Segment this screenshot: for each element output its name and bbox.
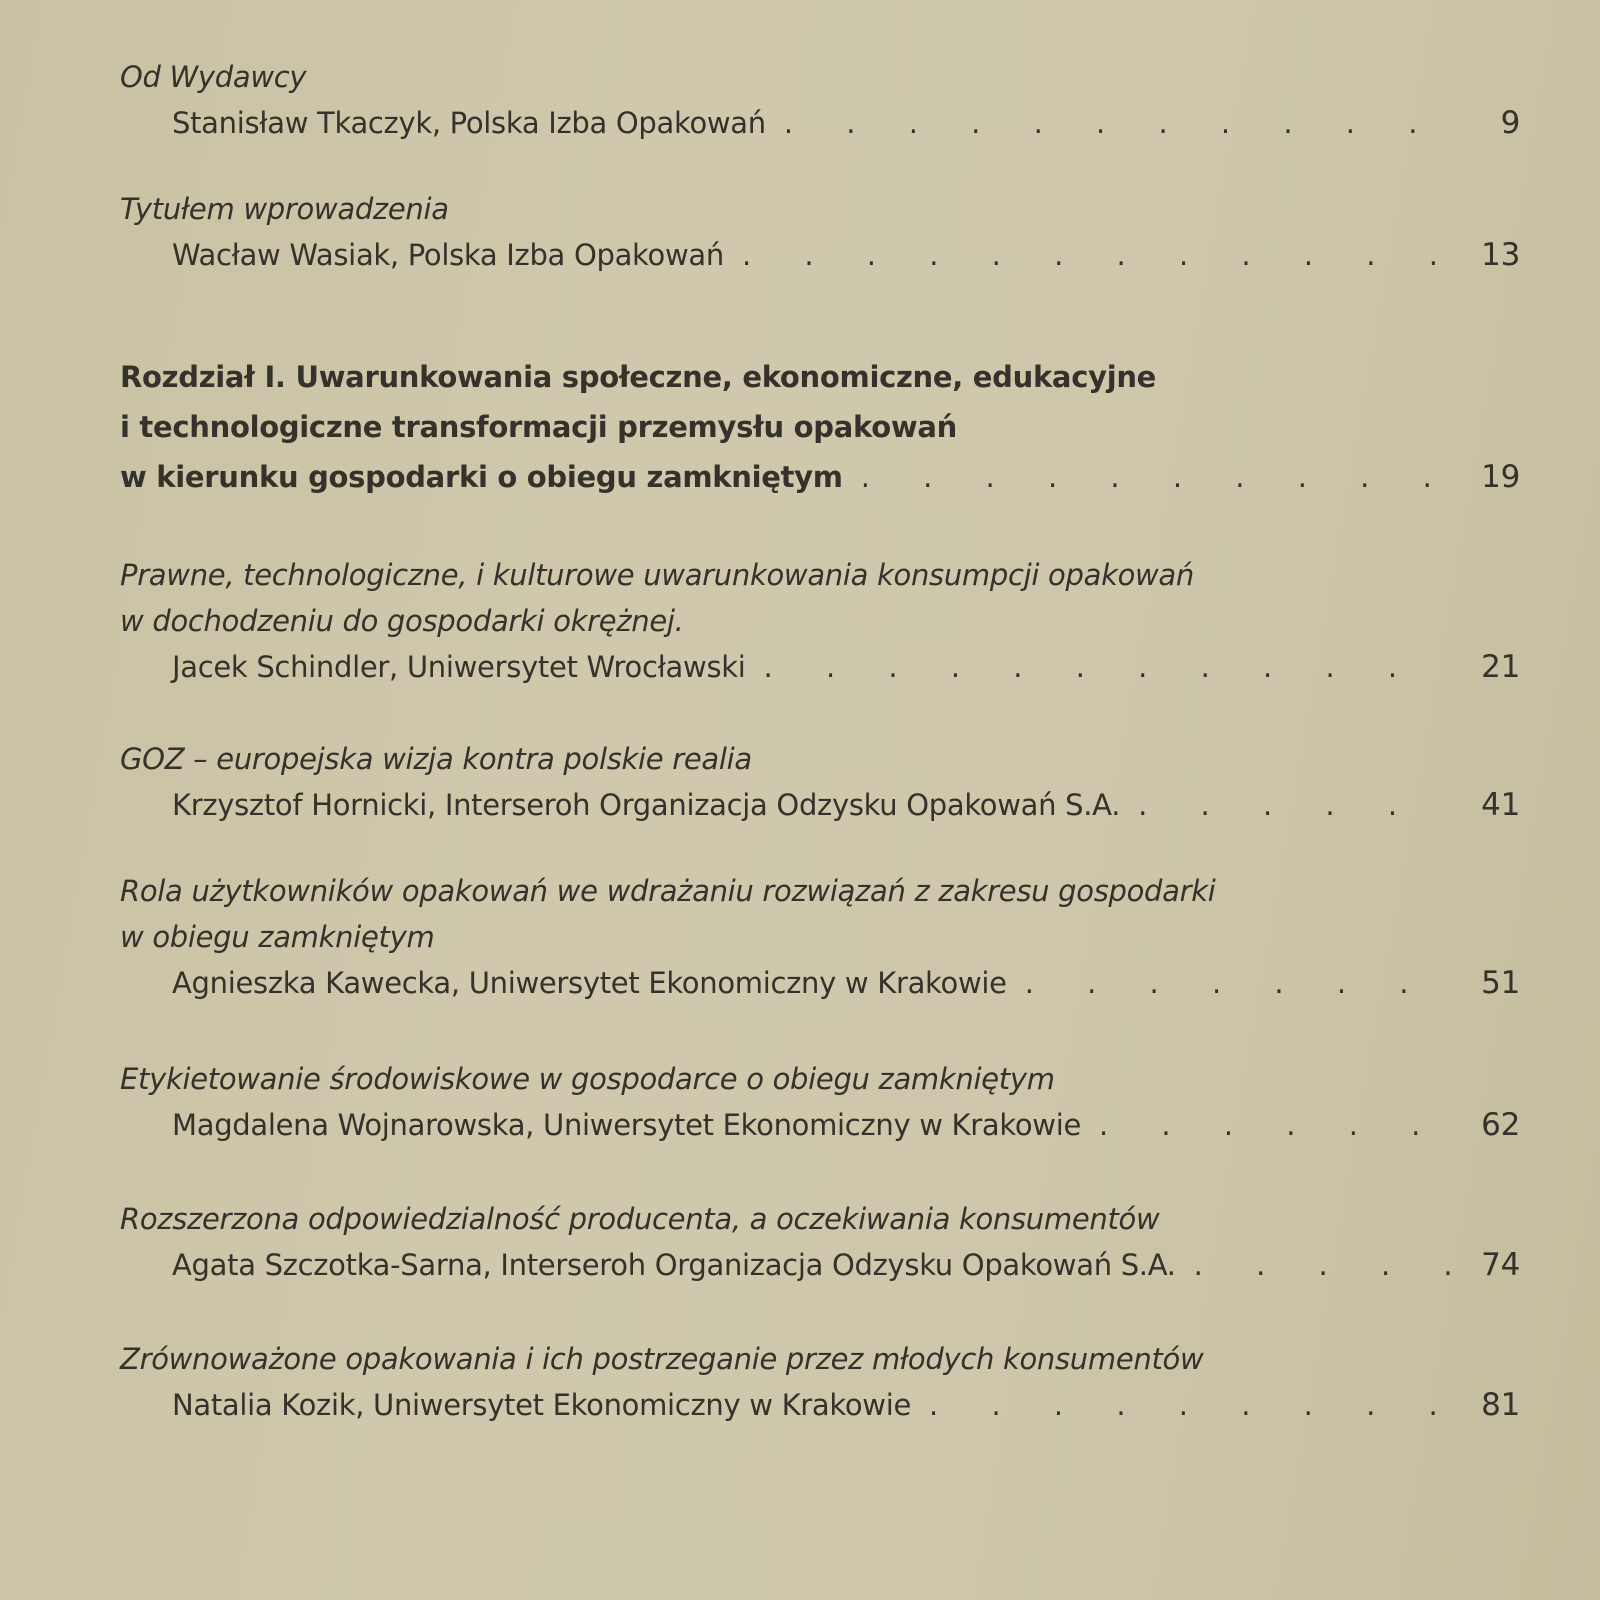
dot-leader xyxy=(746,644,1450,690)
entry-author-row xyxy=(120,1242,1520,1288)
dot-leader xyxy=(843,452,1450,502)
chapter-heading[interactable] xyxy=(120,352,1520,502)
toc-entry[interactable] xyxy=(120,186,1520,278)
entry-title-line: w dochodzeniu do gospodarki okrężnej. xyxy=(120,604,684,638)
dot-leader xyxy=(724,232,1450,278)
page-number: 19 xyxy=(1481,459,1520,495)
entry-title-line: w obiegu zamkniętym xyxy=(120,920,435,954)
page-number: 13 xyxy=(1481,237,1520,273)
chapter-title-line: i technologiczne transformacji przemysłu opakowań xyxy=(120,410,957,444)
dot-leader xyxy=(1120,782,1450,828)
entry-author-row xyxy=(120,232,1520,278)
entry-author-row xyxy=(120,644,1520,690)
entry-author-row xyxy=(120,960,1520,1006)
page-number: 62 xyxy=(1481,1107,1520,1143)
entry-title-line: Rozszerzona odpowiedzialność producenta, a oczekiwania konsumentów xyxy=(120,1202,1160,1236)
chapter-title-line: Rozdział I. Uwarunkowania społeczne, ekonomiczne, edukacyjne xyxy=(120,360,1157,394)
dot-leader xyxy=(911,1382,1450,1428)
entry-author-row xyxy=(120,1102,1520,1148)
chapter-last-row xyxy=(120,452,1520,502)
toc-entry[interactable] xyxy=(120,54,1520,146)
entry-author-row xyxy=(120,1382,1520,1428)
toc-entry[interactable] xyxy=(120,1196,1520,1288)
entry-author-row xyxy=(120,782,1520,828)
page-number: 41 xyxy=(1481,787,1520,823)
entry-title-line: Prawne, technologiczne, i kulturowe uwarunkowania konsumpcji opakowań xyxy=(120,558,1194,592)
toc-entry[interactable] xyxy=(120,1056,1520,1148)
toc-entry[interactable] xyxy=(120,736,1520,828)
entry-title: Tytułem wprowadzenia xyxy=(120,192,449,226)
page-number: 74 xyxy=(1481,1247,1520,1283)
dot-leader xyxy=(1007,960,1450,1006)
entry-author: Agata Szczotka-Sarna, Interseroh Organizacja Odzysku Opakowań S.A. xyxy=(172,1248,1176,1282)
entry-author: Natalia Kozik, Uniwersytet Ekonomiczny w Krakowie xyxy=(172,1388,912,1422)
toc-entry[interactable] xyxy=(120,552,1520,690)
entry-author-row xyxy=(120,100,1520,146)
page-number: 21 xyxy=(1481,649,1520,685)
chapter-title-line: w kierunku gospodarki o obiegu zamkniętym xyxy=(120,460,843,494)
entry-title-line: GOZ – europejska wizja kontra polskie realia xyxy=(120,742,752,776)
entry-title: Od Wydawcy xyxy=(120,60,307,94)
entry-author: Jacek Schindler, Uniwersytet Wrocławski xyxy=(172,650,746,684)
entry-title-line: Zrównoważone opakowania i ich postrzeganie przez młodych konsumentów xyxy=(120,1342,1204,1376)
dot-leader xyxy=(1176,1242,1450,1288)
dot-leader xyxy=(1081,1102,1450,1148)
dot-leader xyxy=(766,100,1450,146)
page-number: 81 xyxy=(1481,1387,1520,1423)
entry-title-line: Etykietowanie środowiskowe w gospodarce o obiegu zamkniętym xyxy=(120,1062,1055,1096)
page-number: 51 xyxy=(1481,965,1520,1001)
entry-title-line: Rola użytkowników opakowań we wdrażaniu rozwiązań z zakresu gospodarki xyxy=(120,874,1216,908)
entry-author: Agnieszka Kawecka, Uniwersytet Ekonomiczny w Krakowie xyxy=(172,966,1007,1000)
entry-author: Magdalena Wojnarowska, Uniwersytet Ekonomiczny w Krakowie xyxy=(172,1108,1081,1142)
toc-entry[interactable] xyxy=(120,1336,1520,1428)
entry-author: Stanisław Tkaczyk, Polska Izba Opakowań xyxy=(172,106,766,140)
entry-author: Krzysztof Hornicki, Interseroh Organizacja Odzysku Opakowań S.A. xyxy=(172,788,1121,822)
page-number: 9 xyxy=(1500,105,1520,141)
toc-entry[interactable] xyxy=(120,868,1520,1006)
entry-author: Wacław Wasiak, Polska Izba Opakowań xyxy=(172,238,724,272)
